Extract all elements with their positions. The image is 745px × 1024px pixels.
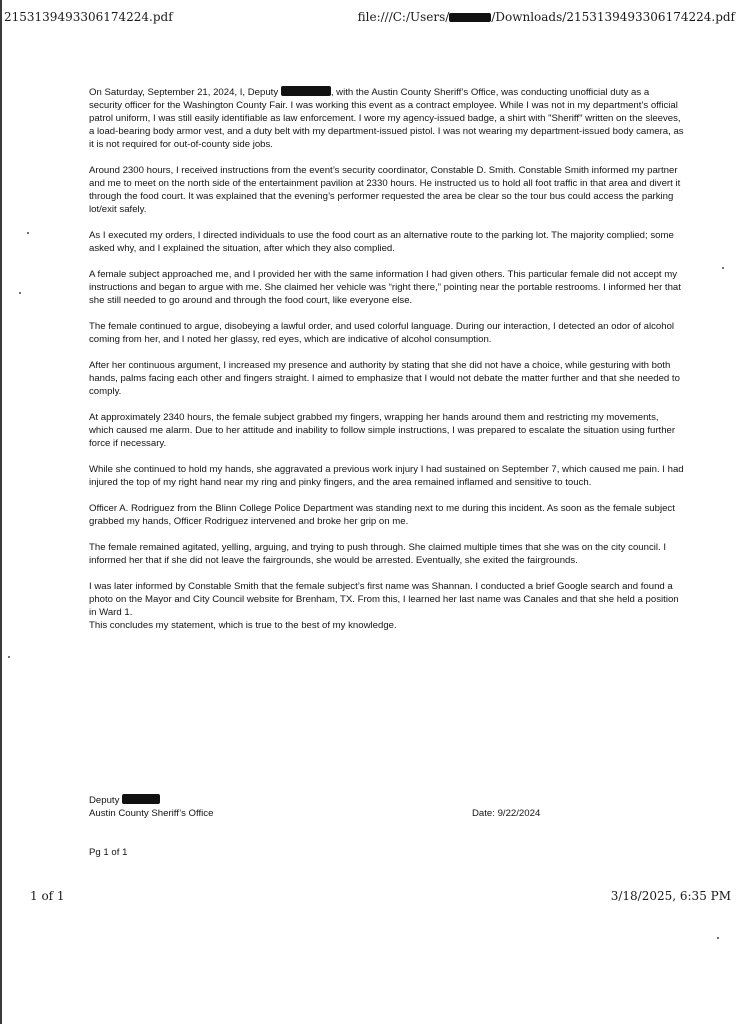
scan-speck: [27, 232, 29, 234]
signature-office: Austin County Sheriff’s Office: [89, 808, 214, 819]
statement-paragraph: While she continued to hold my hands, she aggravated a previous work injury I had sustained on September 7, which caused me pain. I had injured the top of my right hand near my ring and pinky fingers, and the area remained inflamed and sensitive to touch.: [89, 464, 684, 488]
paragraph-text: On Saturday, September 21, 2024, I, Deputy: [89, 87, 281, 98]
browser-footer-timestamp: 3/18/2025, 6:35 PM: [610, 889, 731, 903]
path-suffix: /Downloads/2153139493306174224.pdf: [491, 10, 735, 24]
scan-speck: [8, 656, 10, 658]
scan-speck: [19, 292, 21, 294]
statement-closing: This concludes my statement, which is true to the best of my knowledge.: [89, 620, 397, 631]
browser-header-path: [358, 10, 735, 24]
signature-title: Deputy: [89, 795, 120, 806]
statement-paragraph: The female remained agitated, yelling, arguing, and trying to push through. She claimed multiple times that she was on the city council. I informed her that if she did not leave the fairgrounds, she would be arrested. Eventually, she exited the fairgrounds.: [89, 542, 667, 566]
scan-speck: [717, 937, 719, 939]
statement-paragraph: The female continued to argue, disobeying a lawful order, and used colorful language. During our interaction, I detected an odor of alcohol coming from her, and I noted her glassy, red eyes, which are indicative of alcohol consumption.: [89, 321, 675, 345]
browser-footer-page-count: 1 of 1: [30, 889, 65, 903]
statement-paragraph: A female subject approached me, and I provided her with the same information I had given others. This particular female did not accept my instructions and began to argue with me. She claimed her vehicle was “right there,” pointing near the portable restrooms. I informed her that she still needed to go around and through the food court, like everyone else.: [89, 269, 681, 306]
statement-paragraph: Around 2300 hours, I received instructions from the event’s security coordinator, Constable D. Smith. Constable Smith informed my partner and me to meet on the north side of the entertainment pavilion at 2330 hours. He instructed us to hold all foot traffic in that area and divert it through the food court. It was explained that the evening’s performer requested the area be clear so the tour bus could access the parking lot/exit safely.: [89, 165, 681, 215]
signature-date: Date: 9/22/2024: [472, 808, 541, 819]
signature-block: [89, 794, 684, 820]
scan-edge: [0, 0, 2, 1024]
redaction-bar: [449, 13, 491, 22]
statement-body: [89, 86, 684, 632]
statement-paragraph: As I executed my orders, I directed individuals to use the food court as an alternative route to the parking lot. The majority complied; some asked why, and I explained the situation, after which they also complied.: [89, 230, 674, 254]
scan-speck: [722, 267, 724, 269]
statement-paragraph: At approximately 2340 hours, the female subject grabbed my fingers, wrapping her hands around them and restricting my movements, which caused me alarm. Due to her attitude and inability to follow simple instructions, I was prepared to escalate the situation using further force if necessary.: [89, 412, 676, 449]
statement-paragraph: [89, 86, 684, 151]
redaction-bar: [122, 794, 160, 804]
browser-header-filename: 21531394933061742​24.pdf: [4, 10, 173, 24]
page-label: Pg 1 of 1: [89, 847, 128, 858]
statement-paragraph: Officer A. Rodriguez from the Blinn College Police Department was standing next to me during this incident. As soon as the female subject grabbed my hands, Officer Rodriguez intervened and broke her grip on me.: [89, 503, 675, 527]
statement-paragraph: After her continuous argument, I increased my presence and authority by stating that she did not have a choice, while gesturing with both hands, palms facing each other and fingers straight. I aimed to emphasize that I would not debate the matter further and that she needed to comply.: [89, 360, 680, 397]
path-prefix: file:///C:/Users/: [357, 10, 450, 24]
redaction-bar: [281, 86, 331, 96]
paragraph-text: , with the Austin County Sheriff’s Office, was conducting unofficial duty as a security officer for the Washington County Fair. I was working this event as a contract employee. While I was not in my department’s official patrol uniform, I was still easily identifiable as law enforcement. I wore my agency-issued badge, a shirt with "Sheriff" written on the sleeves, a load-bearing body armor vest, and a duty belt with my department-issued pistol. I was not wearing my department-issued body camera, as it is not required for out-of-county side jobs.: [89, 87, 684, 150]
signature-title-line: [89, 794, 684, 807]
statement-paragraph: I was later informed by Constable Smith that the female subject’s first name was Shannan. I conducted a brief Google search and found a photo on the Mayor and City Council website for Brenham, TX. From this, I learned her last name was Canales and that she held a position in Ward 1.: [89, 581, 679, 618]
